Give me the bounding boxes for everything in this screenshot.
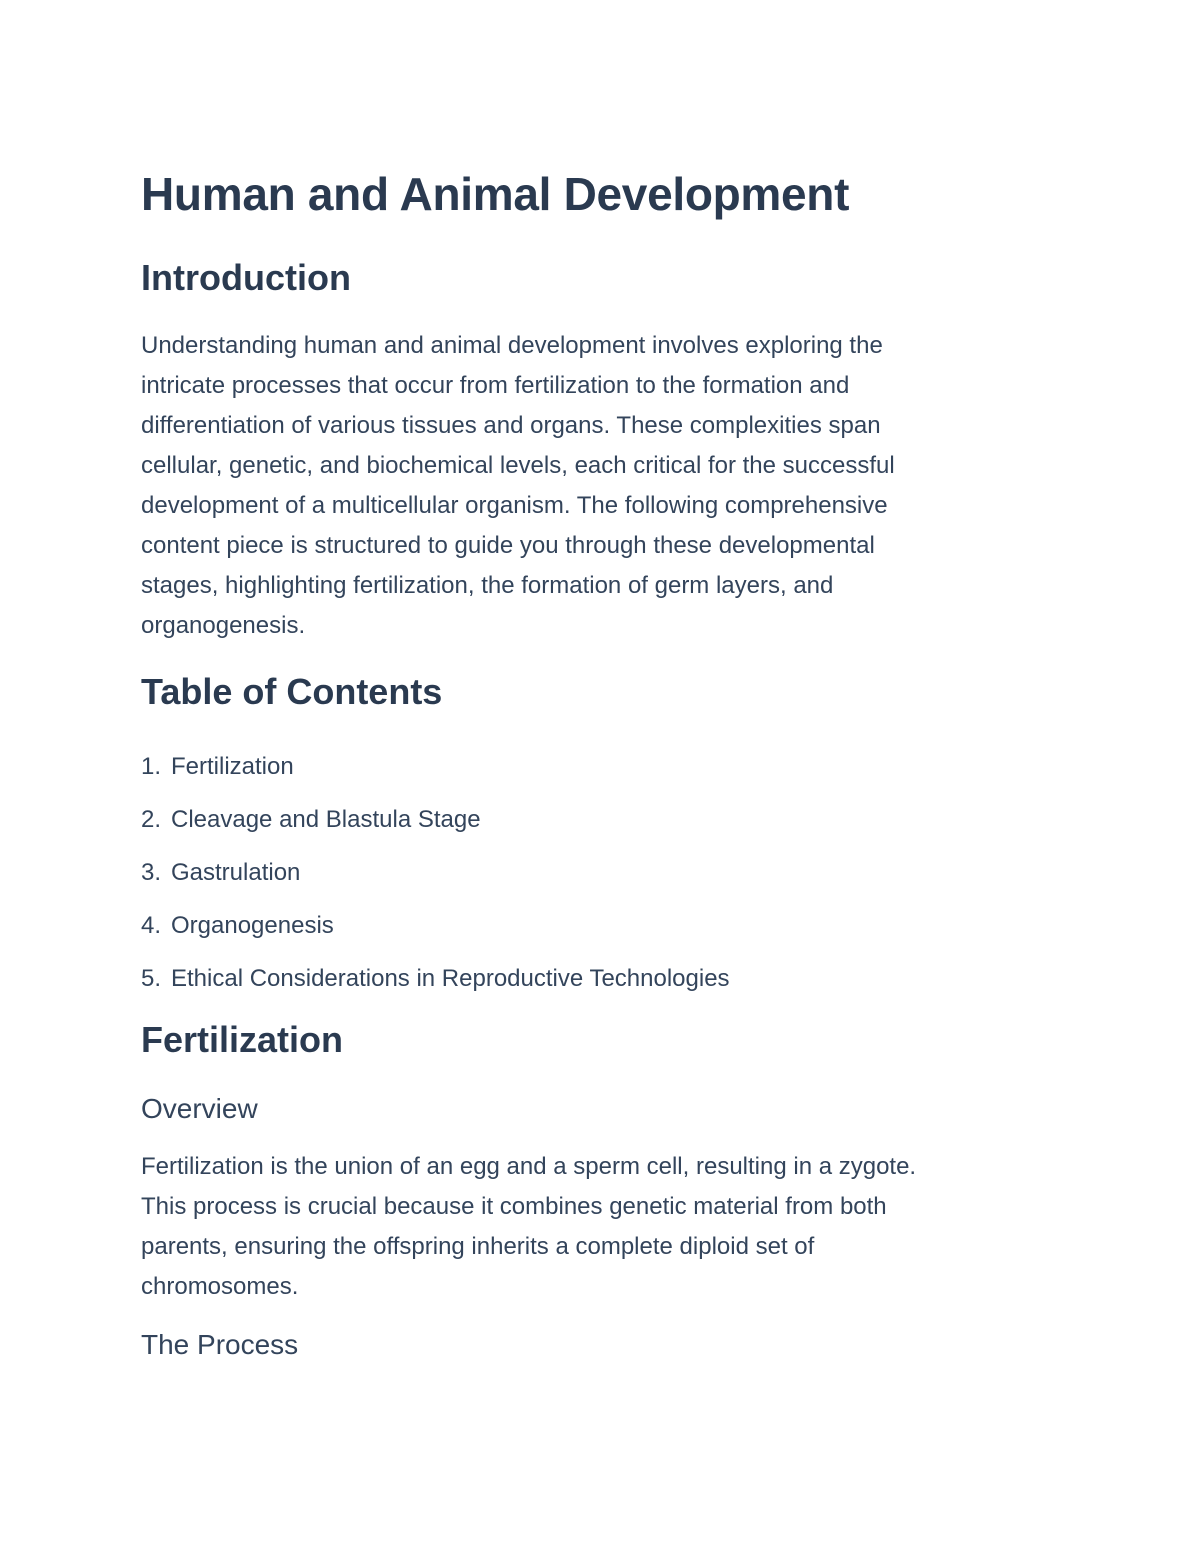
paragraph-line: organogenesis. bbox=[141, 612, 306, 639]
paragraph-line: This process is crucial because it combines genetic material from both bbox=[141, 1193, 887, 1220]
introduction-paragraph bbox=[141, 326, 1031, 646]
toc-item-cleavage bbox=[141, 793, 730, 846]
paragraph-line: Fertilization is the union of an egg and a sperm cell, resulting in a zygote. bbox=[141, 1153, 917, 1180]
paragraph-line: chromosomes. bbox=[141, 1273, 299, 1300]
document-title: Human and Animal Development bbox=[141, 168, 850, 220]
toc-item-label: Organogenesis bbox=[171, 912, 334, 939]
table-of-contents-list bbox=[141, 740, 730, 1005]
paragraph-line: development of a multicellular organism. The following comprehensive bbox=[141, 492, 888, 519]
overview-paragraph bbox=[141, 1147, 1031, 1307]
toc-item-number: 1. bbox=[141, 753, 162, 780]
toc-item-label: Cleavage and Blastula Stage bbox=[171, 806, 481, 833]
process-heading: The Process bbox=[141, 1329, 299, 1360]
toc-item-label: Gastrulation bbox=[171, 859, 301, 886]
table-of-contents-heading: Table of Contents bbox=[141, 671, 443, 712]
paragraph-line: cellular, genetic, and biochemical levels, each critical for the successful bbox=[141, 452, 895, 479]
paragraph-line: content piece is structured to guide you through these developmental bbox=[141, 532, 875, 559]
toc-item-fertilization bbox=[141, 740, 730, 793]
toc-item-label: Fertilization bbox=[171, 753, 294, 780]
toc-item-label: Ethical Considerations in Reproductive Technologies bbox=[171, 965, 730, 992]
toc-item-ethical-considerations bbox=[141, 952, 730, 1005]
introduction-heading: Introduction bbox=[141, 257, 351, 298]
paragraph-line: stages, highlighting fertilization, the formation of germ layers, and bbox=[141, 572, 834, 599]
toc-item-gastrulation bbox=[141, 846, 730, 899]
paragraph-line: differentiation of various tissues and organs. These complexities span bbox=[141, 412, 881, 439]
overview-heading: Overview bbox=[141, 1093, 258, 1124]
fertilization-heading: Fertilization bbox=[141, 1019, 344, 1060]
paragraph-line: Understanding human and animal development involves exploring the bbox=[141, 332, 883, 359]
toc-item-number: 4. bbox=[141, 912, 162, 939]
toc-item-number: 5. bbox=[141, 965, 162, 992]
paragraph-line: parents, ensuring the offspring inherits a complete diploid set of bbox=[141, 1233, 815, 1260]
toc-item-number: 3. bbox=[141, 859, 162, 886]
toc-item-number: 2. bbox=[141, 806, 162, 833]
paragraph-line: intricate processes that occur from fertilization to the formation and bbox=[141, 372, 850, 399]
toc-item-organogenesis bbox=[141, 899, 730, 952]
